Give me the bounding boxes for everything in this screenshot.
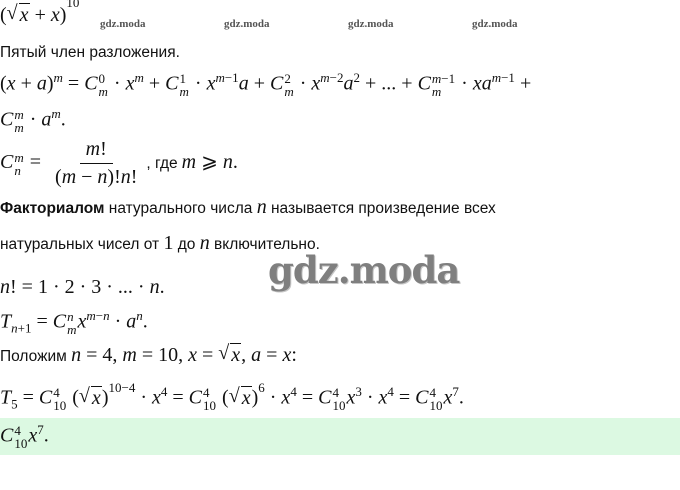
- combination-formula: C m n = $\frac{m!}{(m - n)!n!}$ , где m ⩾ n.: [0, 138, 238, 188]
- problem-expression: ( √ x + x)$^{10}$: [0, 0, 80, 26]
- factorial-term: Факториалом: [0, 200, 105, 217]
- watermark-small: gdz.moda: [348, 18, 394, 30]
- binomial-formula-end: C m m · $a^m$.: [0, 105, 66, 135]
- t5-computation: $T_5 = C$ 4 10 ( √ $x)^{10-4} \cdot x^4 = C$ 4 10 ( √ $x)^6 \cdot x^4 = C$ 4 10 $x^3 \cdot x^4 = C$ 4 10 $x^7$.: [0, 379, 464, 413]
- watermark-small: gdz.moda: [472, 18, 518, 30]
- where-label: , где: [146, 155, 178, 173]
- substitution-line: Положим n = 4, m = 10, x = √ x, a = x:: [0, 342, 297, 366]
- factorial-formula: n! = 1 · 2 · 3 · ... · n.: [0, 276, 165, 298]
- binomial-formula: $(x + a)^m = C$ 0 m · $x^m + C$ 1 m · $x^{m-1}a + C$ 2 m · $x^{m-2}a^2$ + ... + C m−1 m · $xa^{m-1}$ +: [0, 69, 532, 99]
- fifth-term-label: Пятый член разложения.: [0, 44, 180, 61]
- factorial-definition: Факториалом натурального числа n называется произведение всех: [0, 196, 496, 218]
- answer: C 4 10 $x^7$.: [0, 421, 49, 451]
- watermark-small: gdz.moda: [100, 18, 146, 30]
- answer-highlight: [0, 418, 680, 455]
- general-term-formula: $T_{n+1} = C$ n m $x^{m-n} \cdot a^n$.: [0, 307, 148, 337]
- factorial-definition-cont: натуральных чисел от 1 до n включительно.: [0, 232, 320, 254]
- watermark-small: gdz.moda: [224, 18, 270, 30]
- watermark-logo: gdz.moda: [268, 248, 460, 292]
